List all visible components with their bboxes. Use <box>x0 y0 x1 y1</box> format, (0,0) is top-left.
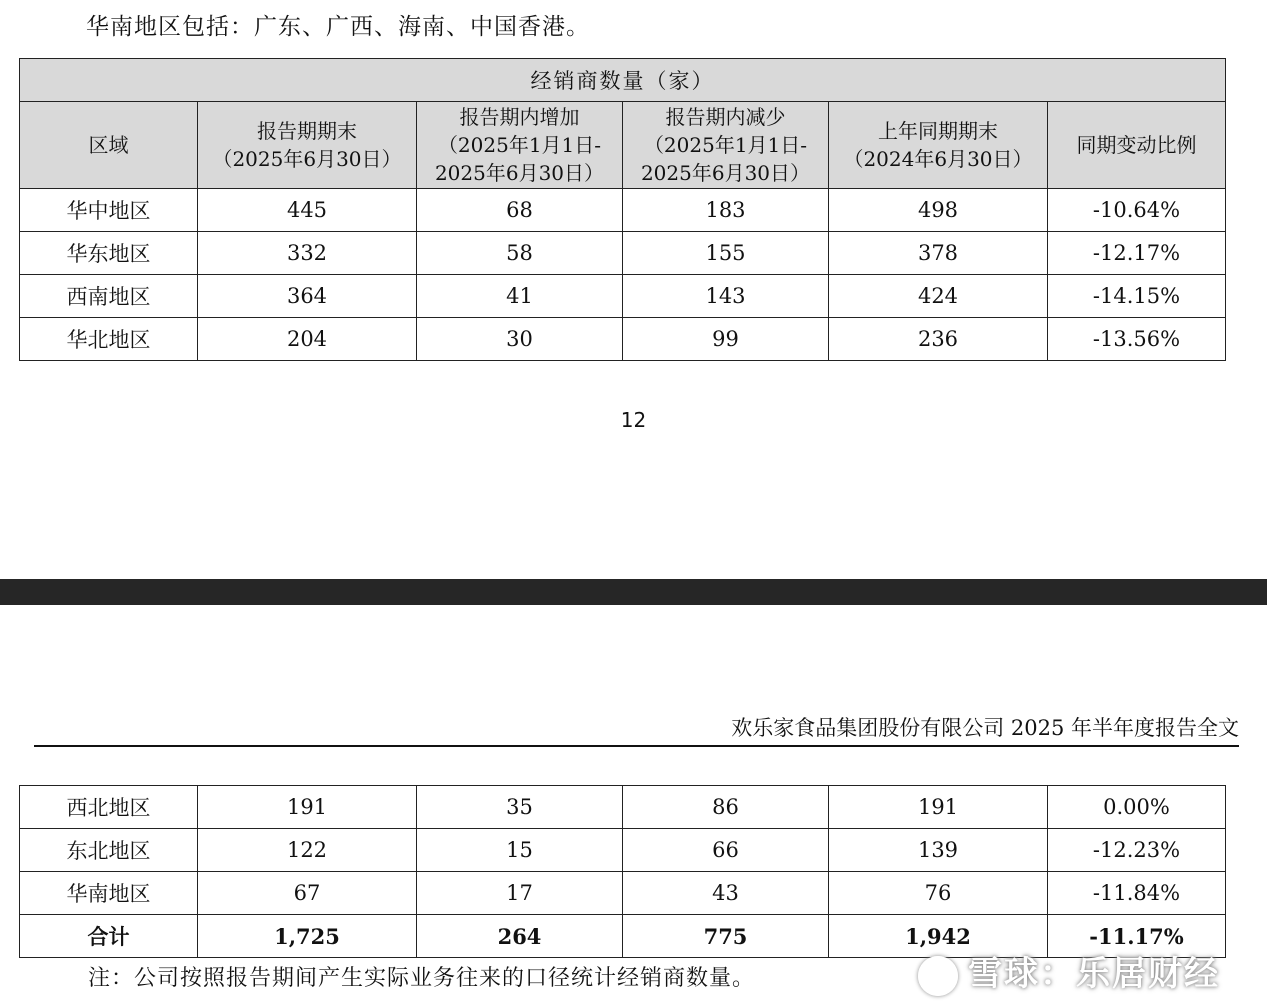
cell-value: -10.64% <box>1048 189 1226 232</box>
cell-value: -12.23% <box>1048 829 1226 872</box>
cell-value: 204 <box>198 318 417 361</box>
table-row <box>20 872 1226 915</box>
table-row <box>20 232 1226 275</box>
cell-value: 236 <box>829 318 1048 361</box>
cell-region: 西北地区 <box>20 786 198 829</box>
cell-value: 498 <box>829 189 1048 232</box>
cell-value: 35 <box>417 786 623 829</box>
cell-value: 17 <box>417 872 623 915</box>
table-title: 经销商数量（家） <box>20 59 1226 102</box>
cell-value: 364 <box>198 275 417 318</box>
cell-total-value: 1,725 <box>198 915 417 958</box>
cell-region: 华中地区 <box>20 189 198 232</box>
cell-total-value: 1,942 <box>829 915 1048 958</box>
watermark-text: 雪球：乐居财经 <box>968 954 1220 994</box>
cell-value: 332 <box>198 232 417 275</box>
dealer-table-part1 <box>19 58 1226 361</box>
dealer-table-part2 <box>19 785 1226 958</box>
cell-value: 0.00% <box>1048 786 1226 829</box>
header-period-end: 报告期期末 （2025年6月30日） <box>198 102 417 189</box>
header-region: 区域 <box>20 102 198 189</box>
cell-value: -14.15% <box>1048 275 1226 318</box>
intro-text: 华南地区包括：广东、广西、海南、中国香港。 <box>86 14 590 40</box>
table-header-row <box>20 102 1226 189</box>
cell-value: 67 <box>198 872 417 915</box>
table-row <box>20 318 1226 361</box>
cell-value: 41 <box>417 275 623 318</box>
cell-value: 43 <box>623 872 829 915</box>
cell-total-value: 264 <box>417 915 623 958</box>
cell-region: 西南地区 <box>20 275 198 318</box>
cell-value: 30 <box>417 318 623 361</box>
cell-value: 191 <box>198 786 417 829</box>
document-header: 欢乐家食品集团股份有限公司 2025 年半年度报告全文 <box>731 716 1239 740</box>
cell-value: -13.56% <box>1048 318 1226 361</box>
cell-value: 68 <box>417 189 623 232</box>
header-prior-year-end: 上年同期期末 （2024年6月30日） <box>829 102 1048 189</box>
table-row <box>20 829 1226 872</box>
xueqiu-logo-icon <box>918 956 958 996</box>
cell-value: 183 <box>623 189 829 232</box>
cell-value: 191 <box>829 786 1048 829</box>
header-period-decrease: 报告期内减少 （2025年1月1日- 2025年6月30日） <box>623 102 829 189</box>
cell-value: 143 <box>623 275 829 318</box>
cell-region: 华北地区 <box>20 318 198 361</box>
cell-total-label: 合计 <box>20 915 198 958</box>
cell-value: 66 <box>623 829 829 872</box>
cell-value: 76 <box>829 872 1048 915</box>
cell-value: 15 <box>417 829 623 872</box>
table-row <box>20 275 1226 318</box>
cell-value: 155 <box>623 232 829 275</box>
cell-value: -11.84% <box>1048 872 1226 915</box>
cell-region: 华南地区 <box>20 872 198 915</box>
header-period-increase: 报告期内增加 （2025年1月1日- 2025年6月30日） <box>417 102 623 189</box>
page-break-divider <box>0 579 1267 605</box>
header-rule <box>34 745 1239 747</box>
page-number: 12 <box>620 408 647 432</box>
cell-value: 86 <box>623 786 829 829</box>
cell-value: 122 <box>198 829 417 872</box>
cell-region: 华东地区 <box>20 232 198 275</box>
cell-value: 139 <box>829 829 1048 872</box>
table-row <box>20 786 1226 829</box>
cell-value: 445 <box>198 189 417 232</box>
cell-value: 378 <box>829 232 1048 275</box>
cell-total-value: -11.17% <box>1048 915 1226 958</box>
cell-total-value: 775 <box>623 915 829 958</box>
cell-value: 424 <box>829 275 1048 318</box>
cell-value: -12.17% <box>1048 232 1226 275</box>
cell-value: 99 <box>623 318 829 361</box>
watermark <box>918 946 1220 996</box>
table-row <box>20 189 1226 232</box>
header-yoy-change: 同期变动比例 <box>1048 102 1226 189</box>
cell-value: 58 <box>417 232 623 275</box>
footnote: 注：公司按照报告期间产生实际业务往来的口径统计经销商数量。 <box>88 966 756 991</box>
cell-region: 东北地区 <box>20 829 198 872</box>
